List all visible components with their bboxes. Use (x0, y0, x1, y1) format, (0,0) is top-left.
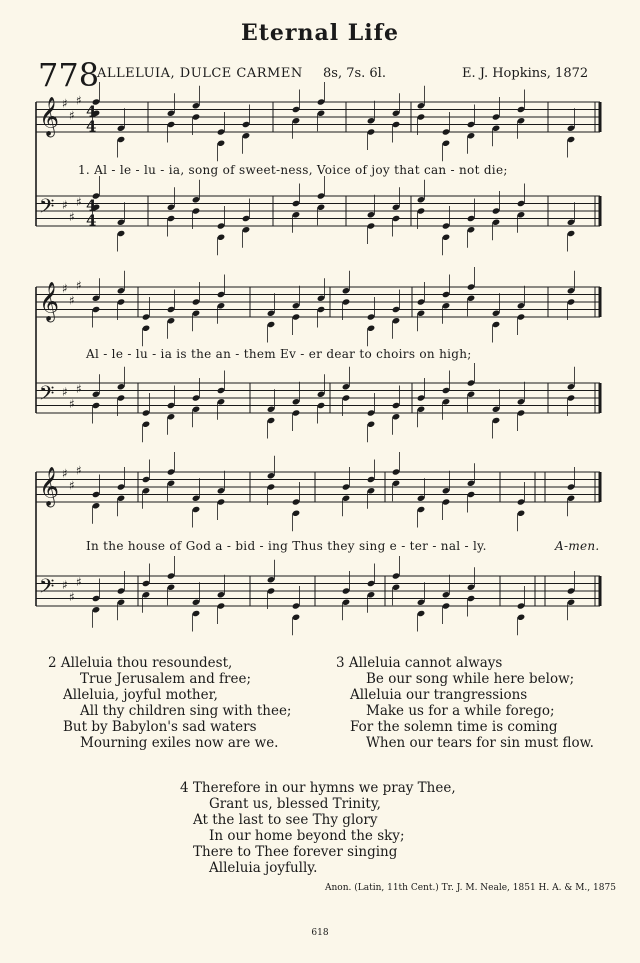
note-head (167, 572, 176, 579)
note-head (217, 222, 226, 229)
note-head (192, 207, 201, 214)
note-head (292, 200, 301, 207)
note-head (192, 394, 201, 401)
note-head (367, 117, 376, 124)
note-head (192, 310, 201, 317)
bass-clef-icon: 𝄢 (39, 194, 55, 223)
note-head (367, 128, 376, 135)
note-head (192, 610, 201, 617)
note-head (167, 204, 176, 211)
note-head (467, 215, 476, 222)
note-head (567, 587, 576, 594)
sharp-icon: ♯ (69, 478, 75, 493)
note-head (167, 306, 176, 313)
note-head (317, 402, 326, 409)
note-head (442, 302, 451, 309)
note-head (217, 498, 226, 505)
note-head (192, 506, 201, 513)
note-head (442, 398, 451, 405)
sharp-icon: ♯ (69, 590, 75, 604)
note-head (117, 587, 126, 594)
note-head (267, 472, 276, 479)
note-head (217, 487, 226, 494)
note-head (417, 506, 426, 513)
note-head (192, 113, 201, 120)
note-head (367, 487, 376, 494)
note-head (367, 421, 376, 428)
note-head (167, 480, 176, 487)
note-head (442, 602, 451, 609)
page-number: 618 (311, 928, 329, 938)
note-head (467, 132, 476, 139)
note-head (417, 406, 426, 413)
note-head (167, 402, 176, 409)
note-head (467, 226, 476, 233)
note-head (117, 599, 126, 606)
note-head (492, 219, 501, 226)
note-head (442, 591, 451, 598)
note-head (492, 113, 501, 120)
note-head (417, 113, 426, 120)
note-head (467, 391, 476, 398)
note-head (317, 391, 326, 398)
note-head (192, 495, 201, 502)
verse-2-line-6: Mourning exiles now are we. (80, 735, 279, 751)
note-head (117, 483, 126, 490)
bass-clef-icon: 𝄢 (39, 381, 55, 410)
hymn-number: 778 (38, 56, 100, 94)
note-head (292, 313, 301, 320)
note-head (117, 287, 126, 294)
time-signature: 4 (86, 117, 97, 136)
note-head (192, 196, 201, 203)
note-head (117, 394, 126, 401)
time-signature: 4 (86, 211, 97, 230)
note-head (292, 106, 301, 113)
note-head (567, 136, 576, 143)
note-head (392, 468, 401, 475)
note-head (142, 487, 151, 494)
note-head (117, 230, 126, 237)
note-head (567, 287, 576, 294)
note-head (442, 498, 451, 505)
note-head (292, 510, 301, 517)
note-head (417, 196, 426, 203)
note-head (267, 321, 276, 328)
note-head (367, 409, 376, 416)
note-head (242, 215, 251, 222)
note-head (192, 298, 201, 305)
note-head (242, 121, 251, 128)
sharp-icon: ♯ (69, 210, 75, 224)
note-head (167, 317, 176, 324)
note-head (192, 406, 201, 413)
composer: E. J. Hopkins, 1872 (462, 66, 589, 81)
note-head (392, 204, 401, 211)
note-head (142, 409, 151, 416)
verse-2-line-4: All thy children sing with thee; (80, 703, 292, 719)
note-head (567, 219, 576, 226)
sharp-icon: ♯ (62, 385, 68, 399)
note-head (92, 491, 101, 498)
note-head (517, 302, 526, 309)
note-head (342, 394, 351, 401)
note-head (217, 387, 226, 394)
sharp-icon: ♯ (76, 382, 82, 396)
note-head (517, 106, 526, 113)
note-head (367, 476, 376, 483)
note-head (167, 110, 176, 117)
note-head (292, 498, 301, 505)
note-head (367, 313, 376, 320)
note-head (467, 121, 476, 128)
note-head (142, 313, 151, 320)
note-head (342, 383, 351, 390)
credits: Anon. (Latin, 11th Cent.) Tr. J. M. Neale, 1851 H. A. & M., 1875 (325, 883, 616, 893)
note-head (92, 606, 101, 613)
note-head (217, 234, 226, 241)
time-signature: 4 (86, 102, 97, 121)
note-head (392, 402, 401, 409)
note-head (142, 591, 151, 598)
verse-2-line-2: True Jerusalem and free; (80, 671, 252, 687)
note-head (267, 310, 276, 317)
note-head (517, 200, 526, 207)
note-head (517, 117, 526, 124)
note-head (367, 580, 376, 587)
note-head (442, 128, 451, 135)
note-head (567, 495, 576, 502)
note-head (567, 125, 576, 132)
note-head (217, 302, 226, 309)
note-head (417, 394, 426, 401)
note-head (267, 576, 276, 583)
section-title: Eternal Life (240, 20, 400, 46)
note-head (567, 394, 576, 401)
note-head (467, 480, 476, 487)
note-head (267, 406, 276, 413)
note-head (517, 313, 526, 320)
sharp-icon: ♯ (76, 93, 82, 108)
note-head (142, 325, 151, 332)
verse-3-line-2: Be our song while here below; (366, 671, 575, 687)
treble-clef-icon: 𝄞 (39, 466, 60, 507)
note-head (342, 298, 351, 305)
note-head (567, 599, 576, 606)
note-head (442, 140, 451, 147)
sharp-icon: ♯ (62, 578, 68, 592)
note-head (167, 413, 176, 420)
note-head (317, 204, 326, 211)
note-head (217, 128, 226, 135)
note-head (392, 480, 401, 487)
note-head (392, 413, 401, 420)
note-head (442, 487, 451, 494)
note-head (142, 421, 151, 428)
note-head (292, 302, 301, 309)
treble-clef-icon: 𝄞 (39, 96, 60, 137)
amen-lyric: A-men. (555, 539, 600, 553)
note-head (367, 211, 376, 218)
note-head (317, 192, 326, 199)
note-head (167, 468, 176, 475)
note-head (242, 226, 251, 233)
note-head (217, 398, 226, 405)
note-head (492, 310, 501, 317)
sharp-icon: ♯ (69, 108, 75, 123)
sharp-icon: ♯ (76, 195, 82, 209)
lyric-line-2: Al - le - lu - ia is the an - them Ev - er dear to choirs on high; (86, 347, 472, 361)
note-head (392, 110, 401, 117)
note-head (267, 417, 276, 424)
sharp-icon: ♯ (76, 575, 82, 589)
note-head (492, 321, 501, 328)
note-head (442, 234, 451, 241)
note-head (117, 383, 126, 390)
note-head (292, 117, 301, 124)
note-head (342, 287, 351, 294)
note-head (167, 121, 176, 128)
note-head (442, 387, 451, 394)
verse-4-line-2: Grant us, blessed Trinity, (209, 796, 381, 812)
sharp-icon: ♯ (76, 278, 82, 293)
note-head (392, 584, 401, 591)
treble-clef-icon: 𝄞 (39, 281, 60, 322)
verse-3-line-4: Make us for a while forego; (366, 703, 555, 719)
verse-4-line-6: Alleluia joyfully. (209, 860, 318, 876)
note-head (567, 483, 576, 490)
verse-3-line-1: 3 Alleluia cannot always (336, 655, 503, 671)
note-head (292, 409, 301, 416)
note-head (342, 599, 351, 606)
note-head (117, 136, 126, 143)
note-head (392, 306, 401, 313)
note-head (92, 306, 101, 313)
note-head (417, 310, 426, 317)
time-signature: 4 (86, 196, 97, 215)
note-head (292, 614, 301, 621)
note-head (467, 283, 476, 290)
note-head (392, 572, 401, 579)
note-head (92, 502, 101, 509)
note-head (567, 298, 576, 305)
note-head (517, 498, 526, 505)
note-head (417, 610, 426, 617)
tune-name: ALLELUIA, DULCE CARMEN (97, 66, 303, 81)
sharp-icon: ♯ (62, 466, 68, 481)
bass-clef-icon: 𝄢 (39, 574, 55, 603)
verse-4-line-3: At the last to see Thy glory (193, 812, 378, 828)
note-head (392, 121, 401, 128)
note-head (517, 409, 526, 416)
note-head (92, 402, 101, 409)
note-head (417, 207, 426, 214)
note-head (492, 125, 501, 132)
note-head (217, 602, 226, 609)
note-head (567, 230, 576, 237)
note-head (467, 295, 476, 302)
note-head (117, 298, 126, 305)
lyric-line-1: 1. Al - le - lu - ia, song of sweet-ness, Voice of joy that can - not die; (78, 163, 508, 177)
sharp-icon: ♯ (62, 198, 68, 212)
note-head (317, 98, 326, 105)
sharp-icon: ♯ (76, 463, 82, 478)
note-head (342, 587, 351, 594)
note-head (492, 417, 501, 424)
sharp-icon: ♯ (69, 293, 75, 308)
note-head (342, 495, 351, 502)
note-head (217, 140, 226, 147)
note-head (517, 614, 526, 621)
verse-4-line-5: There to Thee forever singing (193, 844, 398, 860)
verse-4-line-4: In our home beyond the sky; (209, 828, 405, 844)
note-head (367, 222, 376, 229)
note-head (317, 110, 326, 117)
note-head (567, 383, 576, 390)
note-head (92, 295, 101, 302)
sharp-icon: ♯ (69, 397, 75, 411)
note-head (367, 325, 376, 332)
note-head (467, 595, 476, 602)
note-head (392, 317, 401, 324)
note-head (492, 406, 501, 413)
note-head (117, 495, 126, 502)
verse-3-line-6: When our tears for sin must flow. (366, 735, 594, 751)
note-head (142, 580, 151, 587)
note-head (267, 483, 276, 490)
note-head (442, 291, 451, 298)
note-head (117, 125, 126, 132)
note-head (317, 306, 326, 313)
note-head (267, 587, 276, 594)
note-head (292, 398, 301, 405)
note-head (292, 211, 301, 218)
note-head (492, 207, 501, 214)
note-head (217, 291, 226, 298)
note-head (167, 584, 176, 591)
note-head (517, 398, 526, 405)
note-head (417, 495, 426, 502)
note-head (92, 391, 101, 398)
note-head (467, 584, 476, 591)
note-head (392, 215, 401, 222)
note-head (367, 591, 376, 598)
note-head (167, 215, 176, 222)
meter: 8s, 7s. 6l. (323, 66, 386, 81)
sharp-icon: ♯ (62, 96, 68, 111)
verse-2-line-3: Alleluia, joyful mother, (63, 687, 218, 703)
sharp-icon: ♯ (62, 281, 68, 296)
note-head (292, 602, 301, 609)
note-head (242, 132, 251, 139)
note-head (117, 219, 126, 226)
verse-2-line-1: 2 Alleluia thou resoundest, (48, 655, 233, 671)
note-head (517, 602, 526, 609)
note-head (417, 102, 426, 109)
note-head (317, 295, 326, 302)
verse-3-line-3: Alleluia our trangressions (350, 687, 528, 703)
note-head (217, 591, 226, 598)
note-head (142, 476, 151, 483)
note-head (192, 102, 201, 109)
note-head (517, 510, 526, 517)
note-head (417, 298, 426, 305)
note-head (192, 599, 201, 606)
verse-3-line-5: For the solemn time is coming (350, 719, 558, 735)
note-head (467, 379, 476, 386)
verse-4-line-1: 4 Therefore in our hymns we pray Thee, (180, 780, 456, 796)
note-head (467, 491, 476, 498)
lyric-line-3: In the house of God a - bid - ing Thus they sing e - ter - nal - ly. (86, 539, 487, 553)
note-head (517, 211, 526, 218)
note-head (417, 599, 426, 606)
note-head (442, 222, 451, 229)
note-head (92, 595, 101, 602)
verse-2-line-5: But by Babylon's sad waters (63, 719, 257, 735)
note-head (342, 483, 351, 490)
